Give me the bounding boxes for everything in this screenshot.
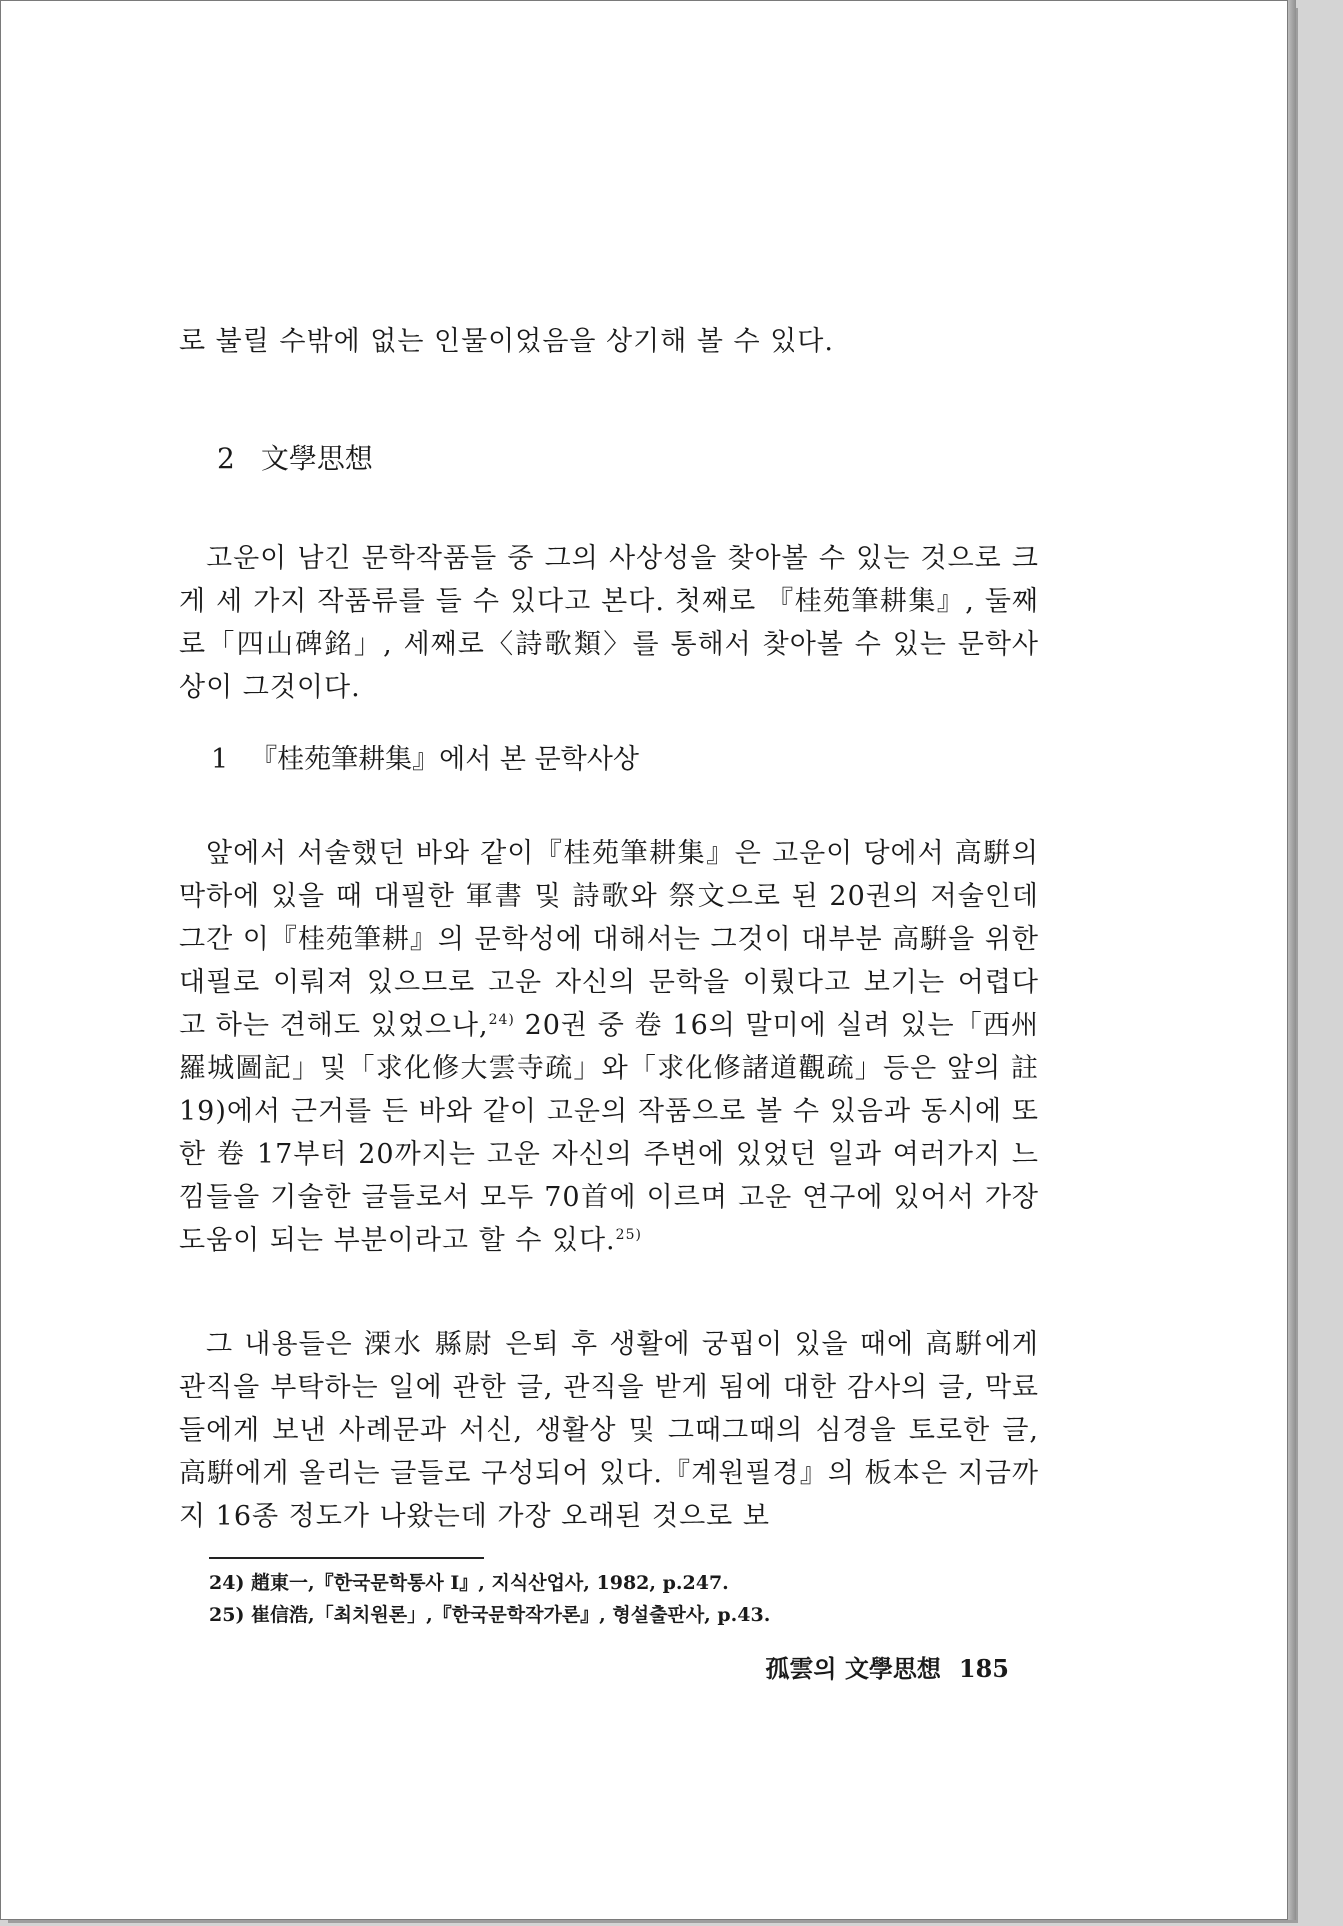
intro-paragraph	[179, 537, 1039, 709]
footnote-ref-24: 24)	[488, 1012, 515, 1028]
footnote-divider	[209, 1557, 484, 1559]
paragraph-1-text-a: 앞에서 서술했던 바와 같이『桂苑筆耕集』은 고운이 당에서 高騈의 막하에 있을 때 대필한 軍書 및 詩歌와 祭文으로 된 20권의 저술인데 그간 이『桂苑筆耕』의 문학성에 대해서는 그것이 대부분 高騈을 위한 대필로 이뤄져 있으므로 고운 자신의 문학을 이뤘다고 보기는 어렵다고 하는 견해도 있었으나,	[179, 838, 1039, 1041]
section-title: 文學思想	[260, 442, 373, 475]
subsection-number: 1	[211, 744, 229, 775]
subsection-heading	[211, 737, 639, 776]
section-heading	[217, 437, 373, 477]
opening-line: 로 불릴 수밖에 없는 인물이었음을 상기해 볼 수 있다.	[179, 326, 834, 357]
running-title: 孤雲의 文學思想	[765, 1654, 941, 1683]
body-paragraph-2	[179, 1323, 1039, 1538]
footnote-24: 24) 趙東一,『한국문학통사 I』, 지식산업사, 1982, p.247.	[209, 1572, 729, 1594]
body-paragraph-1	[179, 832, 1039, 1262]
footnote-ref-25: 25)	[615, 1227, 642, 1243]
paragraph-2-text: 그 내용들은 溧水 縣尉 은퇴 후 생활에 궁핍이 있을 때에 高騈에게 관직을 부탁하는 일에 관한 글, 관직을 받게 됨에 대한 감사의 글, 막료들에게 보낸 사례문과 서신, 생활상 및 그때그때의 심경을 토로한 글, 高騈에게 올리는 글들로 구성되어 있다.『계원필경』의 板本은 지금까지 16종 정도가 나왔는데 가장 오래된 것으로 보	[179, 1329, 1039, 1532]
page-number: 185	[958, 1654, 1009, 1683]
paragraph-1-text-b: 20권 중 卷 16의 말미에 실려 있는「西州羅城圖記」및「求化修大雲寺疏」와「求化修諸道觀疏」등은 앞의 註 19)에서 근거를 든 바와 같이 고운의 작품으로 볼 수 있음과 동시에 또한 卷 17부터 20까지는 고운 자신의 주변에 있었던 일과 여러가지 느낌들을 기술한 글들로서 모두 70首에 이르며 고운 연구에 있어서 가장 도움이 되는 부분이라고 할 수 있다.	[179, 1010, 1039, 1256]
section-number: 2	[217, 442, 235, 475]
running-footer	[765, 1649, 1009, 1684]
page-edge	[1288, 0, 1296, 1920]
subsection-title: 『桂苑筆耕集』에서 본 문학사상	[250, 744, 639, 775]
footnote-25: 25) 崔信浩,「최치원론」,『한국문학작가론』, 형설출판사, p.43.	[209, 1604, 771, 1626]
footnotes	[209, 1567, 1029, 1631]
intro-paragraph-text: 고운이 남긴 문학작품들 중 그의 사상성을 찾아볼 수 있는 것으로 크게 세 가지 작품류를 들 수 있다고 본다. 첫째로 『桂苑筆耕集』, 둘째로「四山碑銘」, 세째로〈詩歌類〉를 통해서 찾아볼 수 있는 문학사상이 그것이다.	[179, 543, 1039, 703]
